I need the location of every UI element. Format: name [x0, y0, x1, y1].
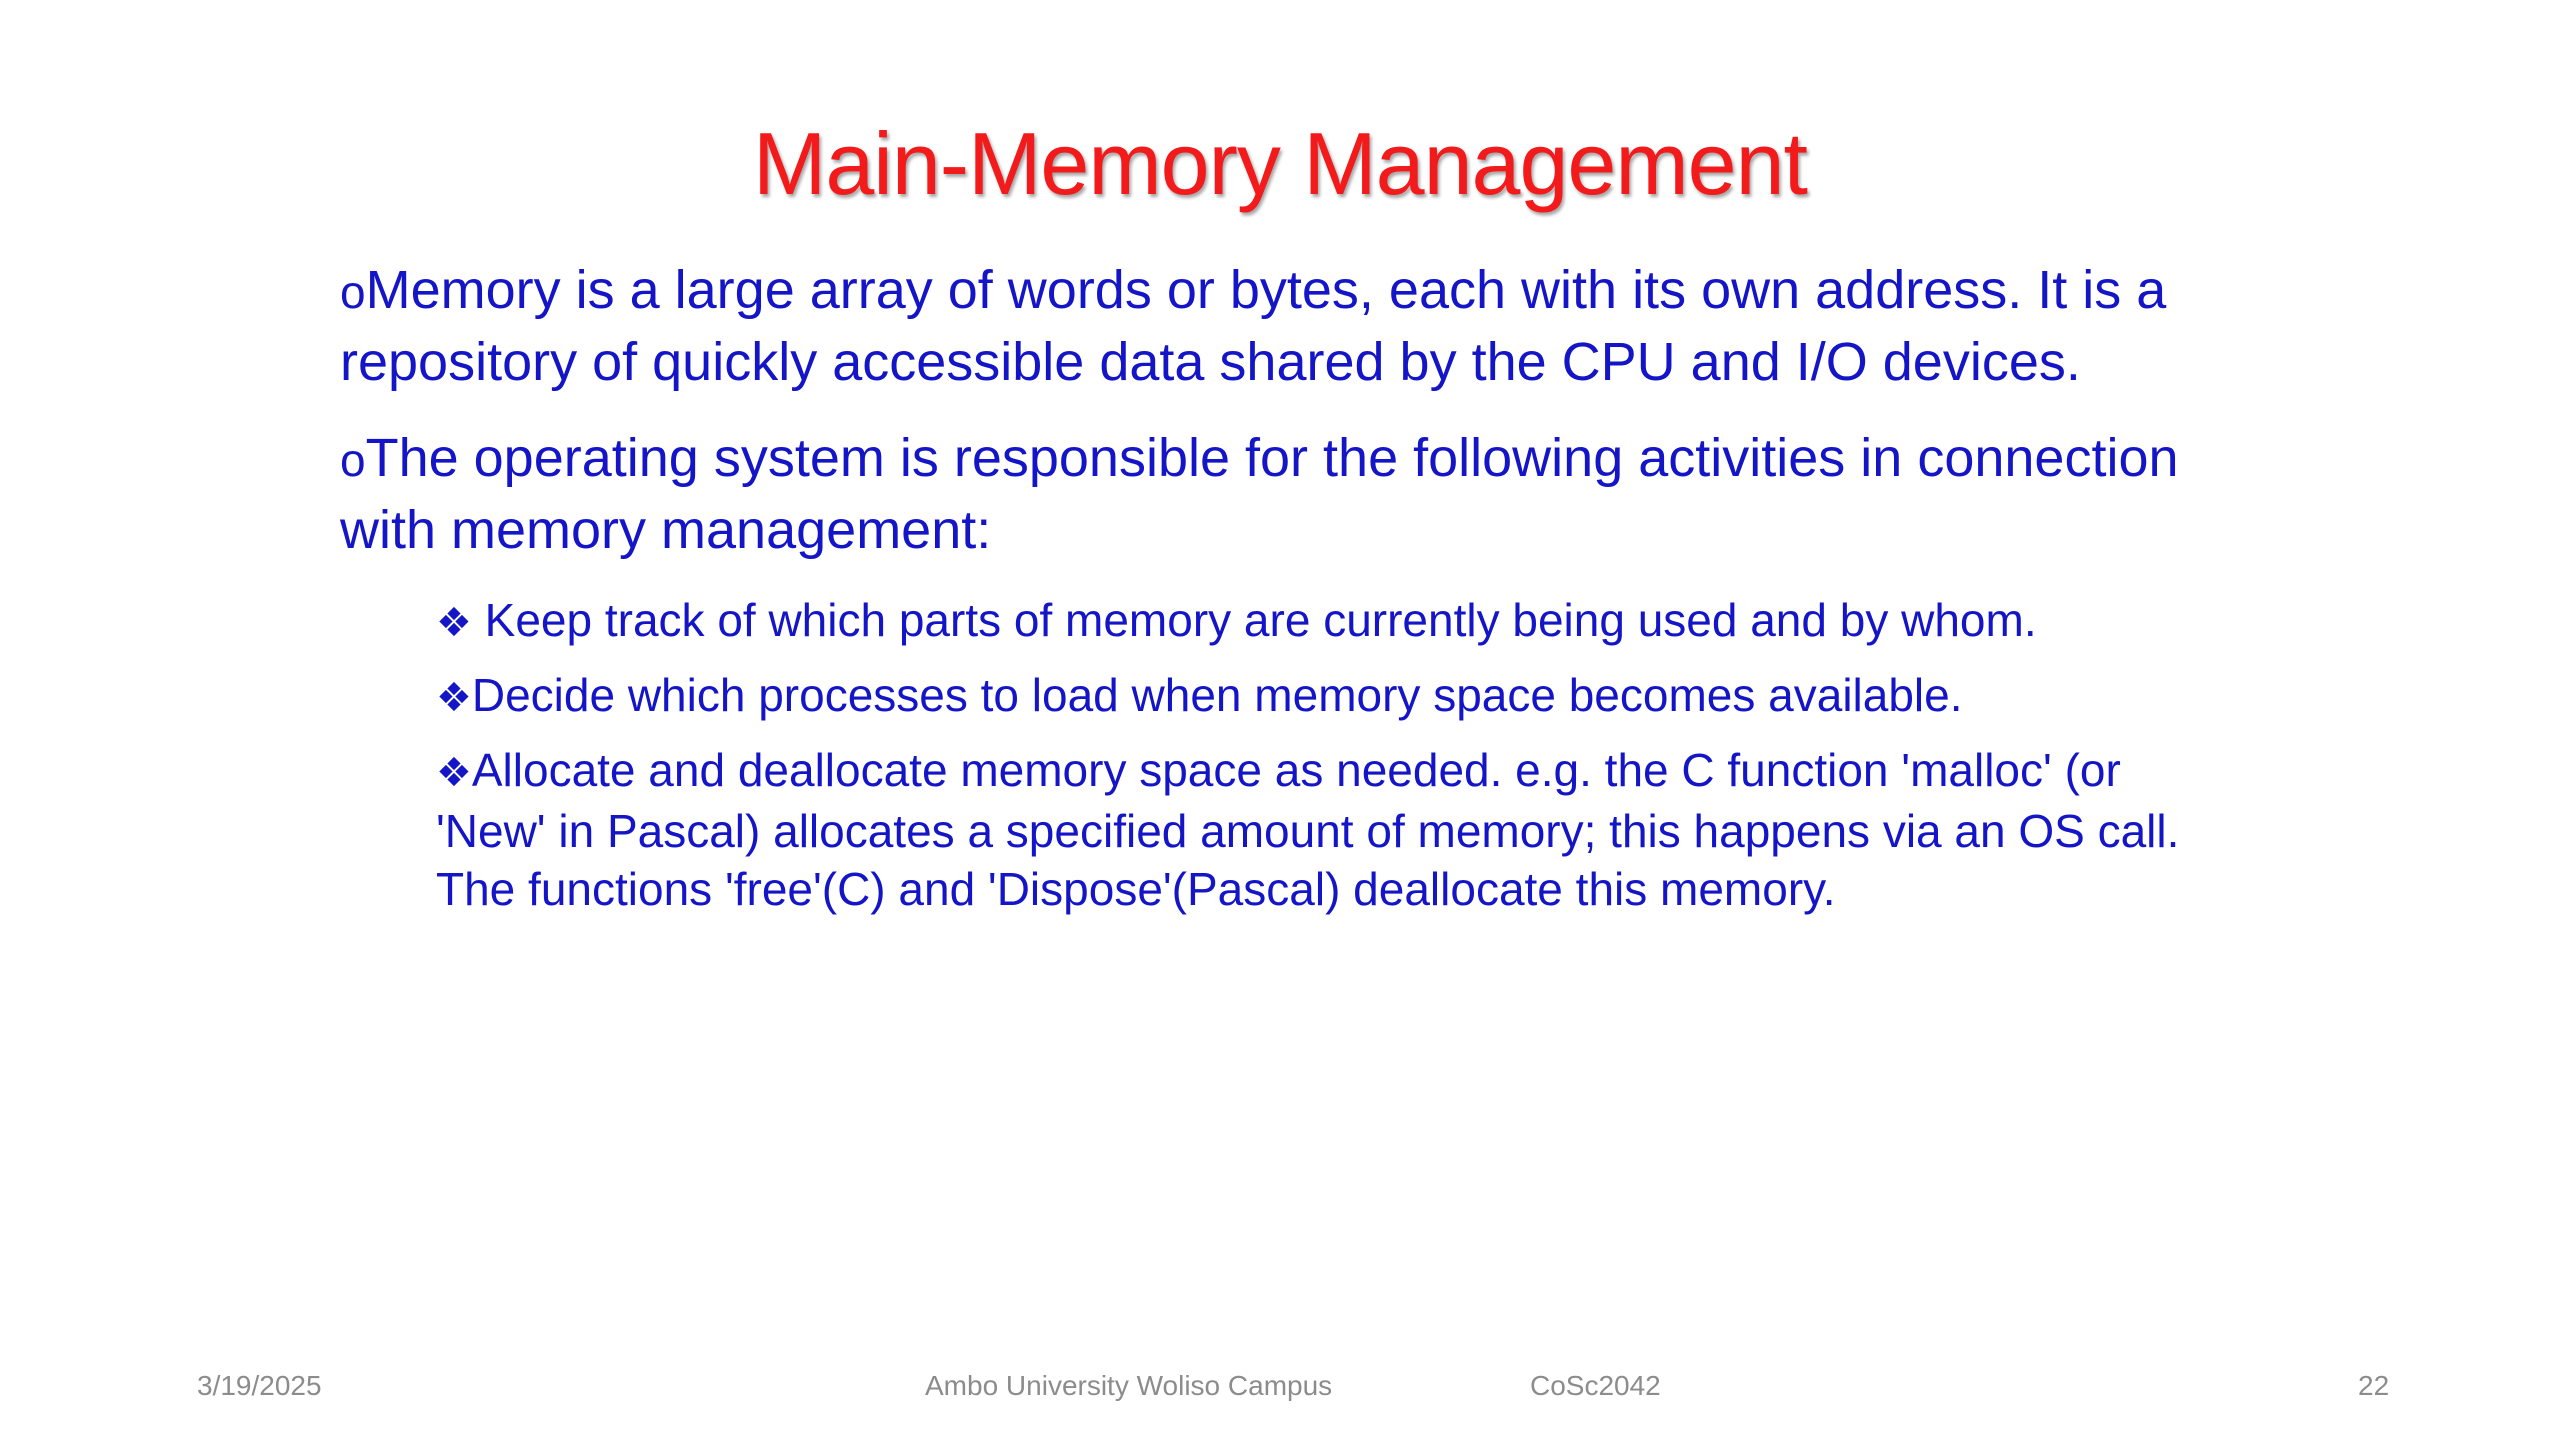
diamond-bullet-icon: ❖ [436, 675, 472, 721]
footer-course: CoSc2042 [1530, 1370, 1661, 1401]
bullet-item [340, 423, 2240, 565]
sub-bullet-item [436, 591, 2240, 652]
diamond-bullet-icon: ❖ [436, 600, 472, 646]
sub-bullet-text: Decide which processes to load when memory space becomes available. [471, 669, 1963, 721]
bullet-text: The operating system is responsible for the following activities in connection with memory management: [340, 428, 2179, 560]
diamond-bullet-icon: ❖ [436, 750, 472, 796]
footer-date: 3/19/2025 [197, 1370, 322, 1401]
sub-bullet-list [436, 591, 2240, 918]
circle-bullet-icon: o [340, 434, 366, 486]
slide-title: Main-Memory Management [753, 114, 1807, 213]
slide-content [340, 255, 2240, 932]
sub-bullet-item [436, 741, 2240, 918]
bullet-text: Memory is a large array of words or bytes, each with its own address. It is a repository of quickly accessible data shared by the CPU and I/O devices. [340, 260, 2167, 392]
sub-bullet-item [436, 666, 2240, 727]
circle-bullet-icon: o [340, 266, 366, 318]
footer-institution: Ambo University Woliso Campus [925, 1370, 1333, 1401]
footer-page-number: 22 [2358, 1370, 2390, 1401]
sub-bullet-text: Keep track of which parts of memory are currently being used and by whom. [471, 594, 2037, 646]
bullet-item [340, 255, 2240, 397]
sub-bullet-text: Allocate and deallocate memory space as needed. e.g. the C function 'malloc' (or 'New' in Pascal) allocates a specified amount of memory; this happens via an OS call. The functions 'free'(C) and 'Dispose'(Pascal) deallocate this memory. [436, 744, 2180, 915]
